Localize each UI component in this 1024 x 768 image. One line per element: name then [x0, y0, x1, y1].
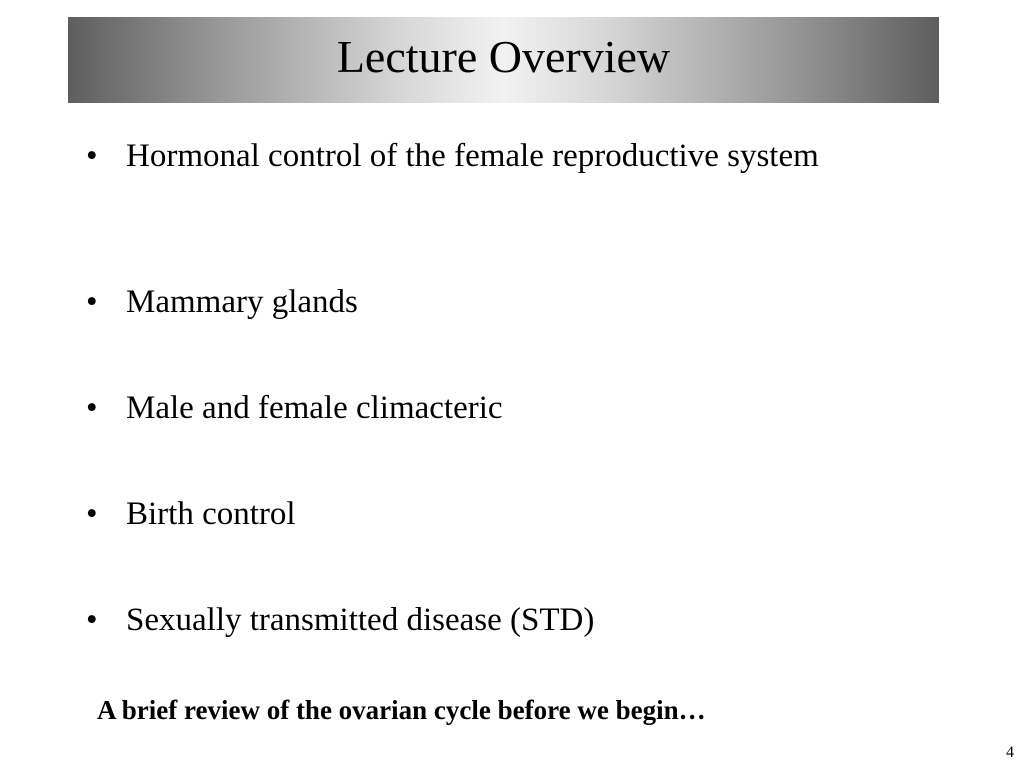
bullet-item [86, 388, 886, 428]
footer-note: A brief review of the ovarian cycle before we begin… [97, 695, 706, 725]
bullet-item [86, 494, 886, 534]
bullet-marker-icon: • [86, 390, 98, 426]
bullet-item [86, 282, 886, 322]
bullet-text: Male and female climacteric [126, 390, 503, 426]
bullet-item [86, 136, 886, 176]
bullet-text: Mammary glands [126, 284, 358, 320]
slide-title: Lecture Overview [336, 31, 671, 82]
bullet-item [86, 600, 886, 640]
title-bar [68, 17, 939, 103]
bullet-text: Hormonal control of the female reproductive system [126, 138, 819, 174]
bullet-text: Birth control [126, 496, 296, 532]
bullet-marker-icon: • [86, 284, 98, 320]
bullet-marker-icon: • [86, 496, 98, 532]
bullet-text: Sexually transmitted disease (STD) [126, 602, 595, 638]
page-number: 4 [1006, 744, 1014, 761]
bullet-marker-icon: • [86, 138, 98, 174]
bullet-marker-icon: • [86, 602, 98, 638]
